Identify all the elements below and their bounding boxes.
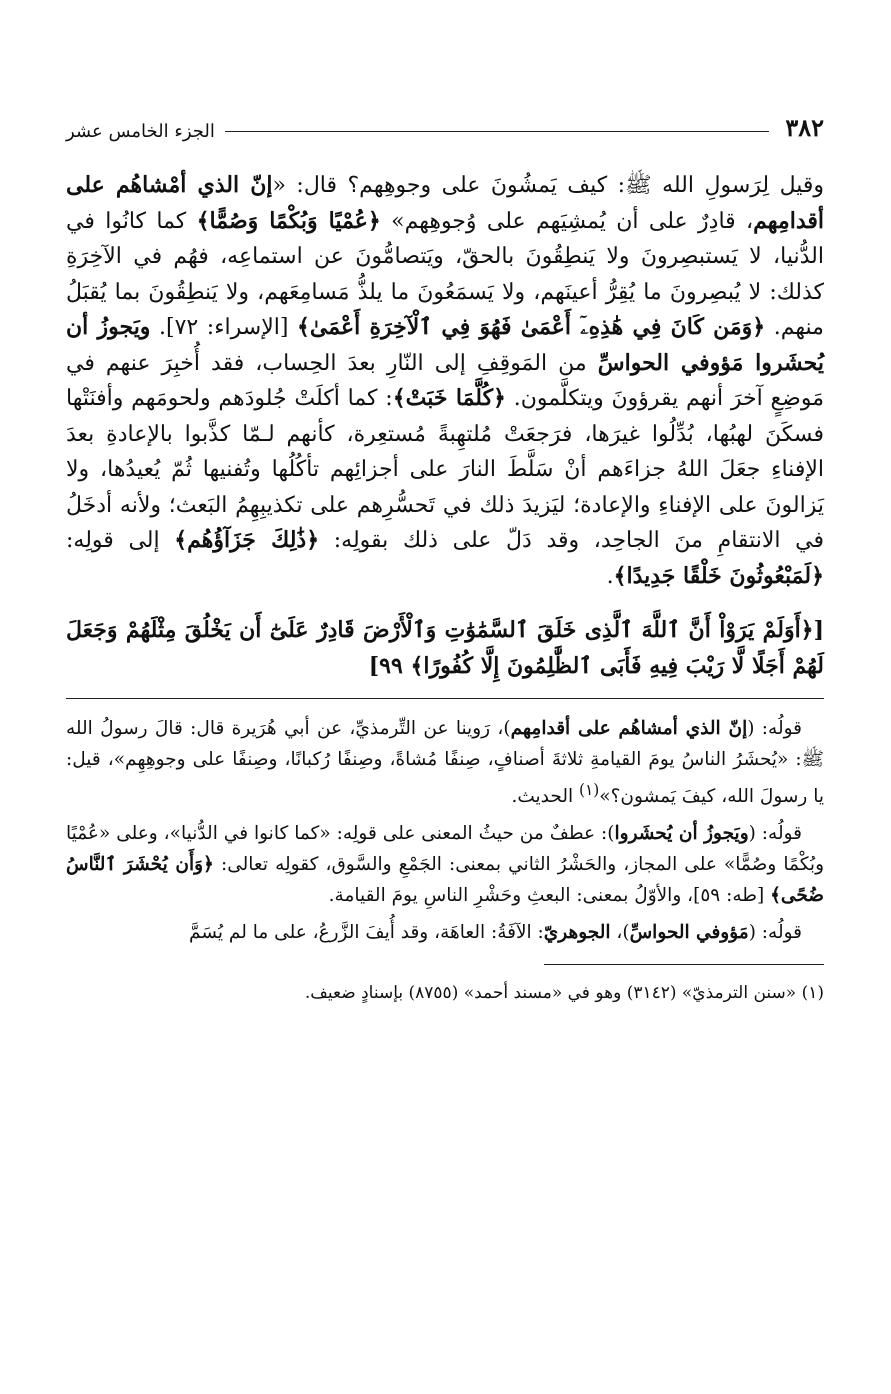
bold-phrase: إنّ الذي أمشاهُم على أقدامِهم [510, 718, 748, 739]
text-run: كما كانُوا في الدُّنيا، لا يَستبصِرونَ ولا يَنطِقُونَ بالحقّ، ويَتصامُّونَ عن استماعِه، فهُم في الآخِرَةِ كذلك: لا يُبصِرونَ ما يُقِرُّ أعينَهم، ولا يَسمَعُونَ ما يلذُّ مَسامِعَهم، ولا يَنطِقُونَ بما يُقبَلُ منهم. [66, 208, 824, 340]
commentary-paragraph [66, 713, 824, 812]
page-number: ٣٨٢ [785, 113, 824, 142]
commentary-paragraph [66, 917, 824, 948]
running-header [66, 100, 824, 142]
main-text [66, 168, 824, 594]
book-page [66, 100, 824, 1007]
verse-reference: [الإسراء: ٧٢]. [150, 315, 298, 340]
quran-quote: ﴿وَأَن يُحْشَرَ ٱلنَّاسُ ضُحًى﴾ [66, 854, 824, 907]
text-run: )، رَوينا عن التِّرمذيِّ، عن أبي هُرَيرة قال: قالَ رسولُ الله ﷺ: «يُحشَرُ الناسُ يومَ القيامةِ ثلاثةَ أصنافٍ، صِنفًا مُشاةً، وصِنفًا رُكبانًا، وصِنفًا على وجوهِهِم»، قيل: يا رسولَ الله، كيفَ يَمشون؟» [66, 718, 824, 808]
bold-phrase: ويَجوزُ أن يُحشَروا [614, 823, 749, 845]
text-run: قولُه: ( [748, 922, 802, 944]
verse-block: [﴿أَوَلَمْ يَرَوْاْ أَنَّ ٱللَّهَ ٱلَّذِى خَلَقَ ٱلسَّمَٰوَٰتِ وَٱلْأَرْضَ قَادِرٌ عَلَىٰٓ أَن يَخْلُقَ مِثْلَهُمْ وَجَعَلَ لَهُمْ أَجَلًا لَّا رَيْبَ فِيهِ فَأَبَى ٱلظَّٰلِمُونَ إِلَّا كُفُورًا﴾ ٩٩] [66, 617, 824, 679]
bold-phrase: ويَجوزُ أن يُحشَروا مَؤوفي الحواسِّ [66, 314, 824, 376]
text-run: : كما أكلَتْ جُلودَهم ولحومَهم وأفنَتْها فسكَنَ لهبُها، بُدِّلُوا غيرَها، فرَجعَتْ مُلتهِبةً مُستعِرة، كأنهم لـمّا كذَّبوا بالإعادةِ بعدَ الإفناءِ جعَلَ اللهُ جزاءَهم أنْ سَلَّطَ النارَ على أجزائِهم تأكُلُها وتُفنيها ثُمّ يُعيدُها، ولا يَزالونَ على الإفناءِ والإعادة؛ ليَزيدَ ذلك في تَحسُّرِهم على تكذيبِهِمُ البَعث؛ ولأنه أدخَلُ في الانتقامِ منَ الجاحِد، وقد دَلّ على ذلك بقولِه: [66, 386, 824, 553]
quran-quote: ﴿لَمَبْعُوثُونَ خَلْقًا جَدِيدًا﴾ [613, 562, 824, 589]
commentary-paragraph [66, 818, 824, 911]
footnote-rule [544, 964, 824, 965]
text-run: . [606, 563, 614, 589]
text-run: إلى قولِه: [66, 528, 175, 553]
text-run: )، [610, 922, 630, 944]
text-run: قولُه: ( [748, 823, 802, 845]
quran-quote: ﴿كُلَّمَا خَبَتْ﴾ [392, 385, 506, 411]
section-divider [66, 698, 824, 699]
hadith-phrase: إنّ الذي أمْشاهُم على أقدامِهم [66, 172, 824, 234]
text-run: الحديث. [511, 786, 579, 808]
header-rule [225, 131, 769, 132]
text-run: [طه: ٥٩]، والأوّلُ بمعنى: البعثِ وحَشْرِ الناسِ يومَ القيامة. [328, 885, 771, 907]
text-run: : الآفَةُ: العاهَة، وقد أُيفَ الزَّرعُ، على ما لم يُسَمَّ [189, 922, 544, 944]
text-run: وقيل لِرَسولِ الله ﷺ: كيف يَمشُونَ على وجوهِهم؟ قال: « [272, 173, 825, 198]
volume-title: الجزء الخامس عشر [66, 121, 215, 142]
quran-quote: ﴿وَمَن كَانَ فِي هَٰذِهِۦٓ أَعْمَىٰ فَهُوَ فِي ٱلْآخِرَةِ أَعْمَىٰ﴾ [297, 314, 766, 340]
commentary [66, 713, 824, 948]
bold-phrase: مَؤوفي الحواسِّ [629, 922, 749, 944]
text-run: ): عطفٌ من حيثُ المعنى على قولِه: «كما كانوا في الدُّنيا»، وعلى «عُمْيًا وبُكْمًا وصُمًّا» على المجاز، والحَشْرُ الثاني بمعنى: الجَمْعِ والسَّوق، كقولِه تعالى: [66, 823, 825, 876]
text-run: من المَوقِفِ إلى النّارِ بعدَ الحِساب، فقد أُخبِرَ عنهم في مَوضِعٍ آخرَ أنهم يقرؤونَ ويتكلَّمون. [66, 350, 824, 411]
footnote: (١) «سنن الترمذيّ» (٣١٤٢) وهو في «مسند أحمد» (٨٧٥٥) بإسنادٍ ضعيف. [304, 983, 824, 1004]
main-paragraph [66, 168, 824, 594]
footnote-marker[interactable]: (١) [578, 781, 600, 799]
quran-quote: ﴿ذَٰلِكَ جَزَآؤُهُم﴾ [174, 527, 320, 553]
bold-phrase: الجوهريّ [543, 922, 611, 944]
text-run: قولُه: ( [747, 718, 802, 739]
text-run: ، قادِرٌ على أن يُمشِيَهم على وُجوهِهم» [380, 208, 754, 234]
quran-quote: ﴿عُمْيًا وَبُكْمًا وَصُمًّا﴾ [196, 207, 381, 234]
